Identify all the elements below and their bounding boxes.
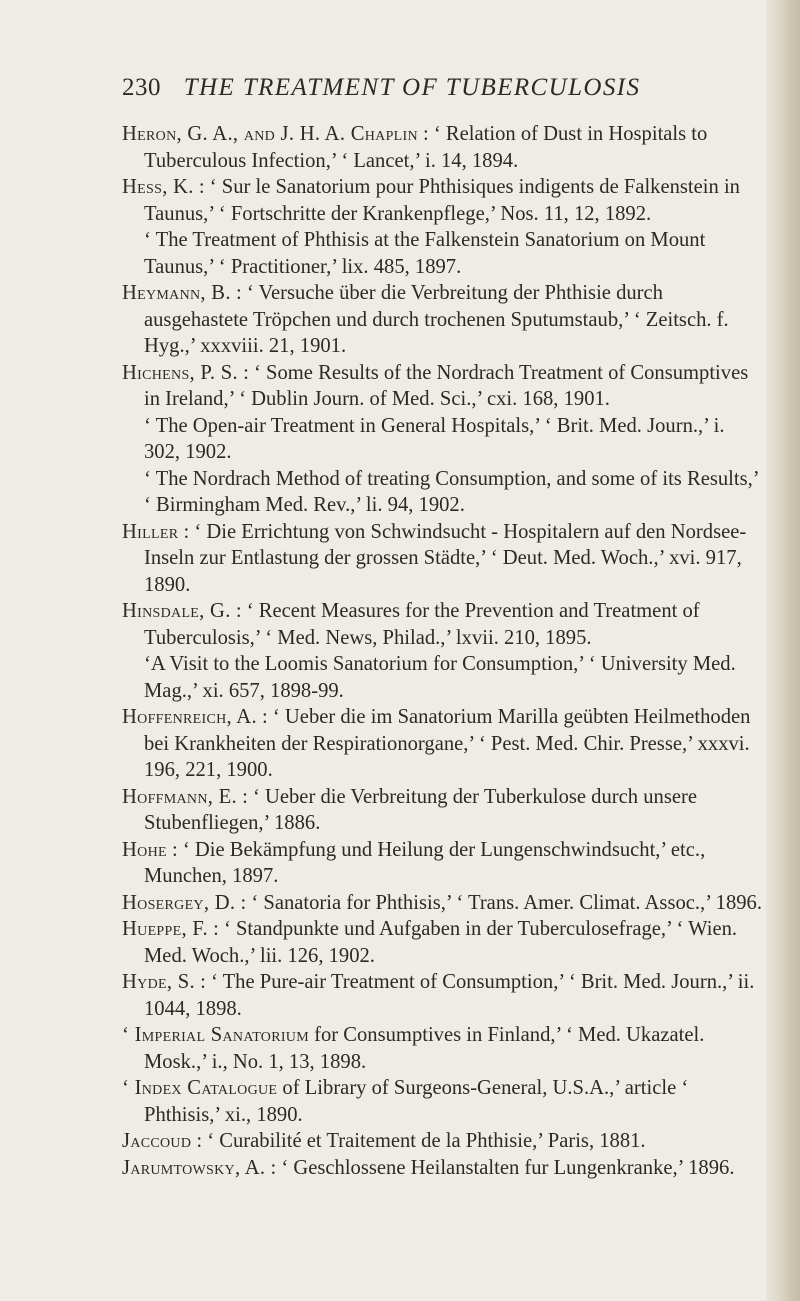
running-header [122,74,762,102]
entry-text: : ‘ Recent Measures for the Prevention and Treatment of Tuberculosis,’ ‘ Med. News, Philad.,’ lxvii. 210, 1895. [144,600,700,649]
entry-text: for Consumptives in Finland,’ ‘ Med. Ukazatel. Mosk.,’ i., No. 1, 13, 1898. [144,1024,705,1073]
entry-text: ‘A Visit to the Loomis Sanatorium for Consumption,’ ‘ University Med. Mag.,’ xi. 657, 1898-99. [144,653,736,702]
bibliography-entry [122,174,762,227]
entry-author: Hess, K. [122,176,194,198]
entry-author: Hinsdale, G. [122,600,231,622]
bibliography-entry [122,837,762,890]
bibliography-entry [122,1155,762,1182]
bibliography-entry [122,598,762,651]
bibliography-entry [122,360,762,413]
entry-text: : ‘ Die Bekämpfung und Heilung der Lungenschwindsucht,’ etc., Munchen, 1897. [144,838,706,887]
bibliography-entry [122,916,762,969]
bibliography-entry [122,280,762,360]
entry-author: Hyde, S. [122,971,195,993]
entry-text: : ‘ The Pure-air Treatment of Consumption,’ ‘ Brit. Med. Journ.,’ ii. 1044, 1898. [144,971,755,1020]
entry-author: Hosergey, D. [122,891,236,914]
page-number: 230 [122,74,161,101]
entry-author: Jaccoud [122,1130,192,1152]
bibliography-subentry [122,466,762,519]
bibliography-entry [122,890,762,917]
entry-text: of Library of Surgeons-General, U.S.A.,’ article ‘ Phthisis,’ xi., 1890. [144,1077,689,1126]
bibliography-entry [122,1128,762,1155]
entry-text: : ‘ Versuche über die Verbreitung der Phthisie durch ausgehastete Tröpchen und durch trochenen Sputumstaub,’ ‘ Zeitsch. f. Hyg.,’ xxxviii. 21, 1901. [144,282,729,357]
bibliography-entry [122,969,762,1022]
entry-author: Hiller [122,520,179,543]
entry-author: Hohe [122,838,167,861]
entry-author: Heymann, B. [122,282,231,304]
entry-text: : ‘ Ueber die Verbreitung der Tuberkulose durch unsere Stubenfliegen,’ 1886. [144,785,697,834]
entry-text: ‘ The Open-air Treatment in General Hospitals,’ ‘ Brit. Med. Journ.,’ i. 302, 1902. [144,414,725,463]
bibliography-subentry [122,227,762,280]
entry-author: ‘ Index Catalogue [122,1077,278,1099]
bibliography-entry [122,1075,762,1128]
entry-author: Jarumtowsky, A. [122,1156,266,1179]
bibliography-list [122,121,762,1181]
bibliography-entry [122,784,762,837]
entry-text: : ‘ Sur le Sanatorium pour Phthisiques indigents de Falkenstein in Taunus,’ ‘ Fortschritte der Krankenpflege,’ Nos. 11, 12, 1892. [144,176,740,225]
entry-author: Hueppe, F. [122,918,208,940]
entry-author: ‘ Imperial Sanatorium [122,1024,309,1046]
entry-text: : ‘ Relation of Dust in Hospitals to Tuberculous Infection,’ ‘ Lancet,’ i. 14, 1894. [144,123,708,172]
bibliography-entry [122,704,762,784]
entry-text: : ‘ Standpunkte und Aufgaben in der Tuberculosefrage,’ ‘ Wien. Med. Woch.,’ lii. 126, 1902. [144,918,738,967]
bibliography-subentry [122,413,762,466]
running-title: THE TREATMENT OF TUBERCULOSIS [183,74,641,101]
bibliography-entry [122,519,762,599]
bibliography-entry [122,1022,762,1075]
entry-text: : ‘ Some Results of the Nordrach Treatment of Consumptives in Ireland,’ ‘ Dublin Journ. of Med. Sci.,’ cxi. 168, 1901. [144,361,749,410]
entry-text: ‘ The Nordrach Method of treating Consumption, and some of its Results,’ ‘ Birmingham Med. Rev.,’ li. 94, 1902. [144,467,759,516]
entry-author: Hoffmann, E. [122,785,237,808]
bibliography-subentry [122,651,762,704]
entry-text: ‘ The Treatment of Phthisis at the Falkenstein Sanatorium on Mount Taunus,’ ‘ Practitioner,’ lix. 485, 1897. [144,229,706,278]
entry-text: : ‘ Geschlossene Heilanstalten fur Lungenkranke,’ 1896. [265,1156,735,1179]
entry-author: Heron, G. A., and J. H. A. Chaplin [122,123,418,145]
bibliography-entry [122,121,762,174]
page-edge-shadow [766,0,800,1301]
entry-author: Hichens, P. S. [122,361,238,384]
entry-text: : ‘ Sanatoria for Phthisis,’ ‘ Trans. Amer. Climat. Assoc.,’ 1896. [235,891,763,914]
entry-text: : ‘ Die Errichtung von Schwindsucht - Hospitalern auf den Nordsee-Inseln zur Entlastung der grossen Städte,’ ‘ Deut. Med. Woch.,’ xvi. 917, 1890. [144,520,747,596]
entry-author: Hoffenreich, A. [122,706,257,728]
entry-text: : ‘ Ueber die im Sanatorium Marilla geübten Heilmethoden bei Krankheiten der Respirationorgane,’ ‘ Pest. Med. Chir. Presse,’ xxxvi. 196, 221, 1900. [144,706,751,781]
entry-text: : ‘ Curabilité et Traitement de la Phthisie,’ Paris, 1881. [191,1130,646,1152]
